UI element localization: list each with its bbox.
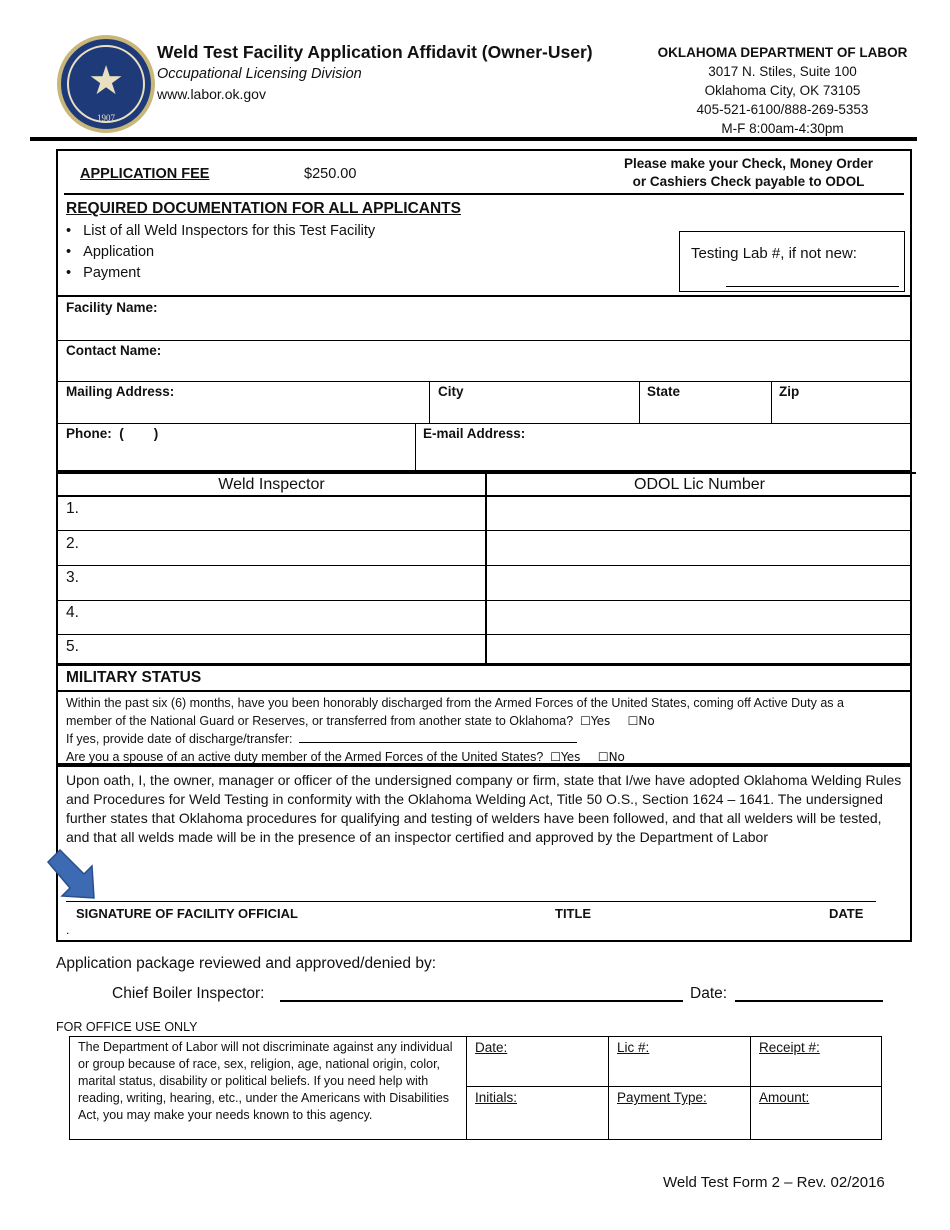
office-use-heading: FOR OFFICE USE ONLY xyxy=(56,1020,198,1034)
inspector-row-3: 3. xyxy=(66,569,79,586)
military-status-box xyxy=(56,664,912,765)
q1-yes-checkbox[interactable]: ☐Yes xyxy=(580,714,611,728)
office-lic-cell[interactable] xyxy=(609,1037,751,1087)
office-initials-cell[interactable] xyxy=(467,1087,609,1140)
row-divider xyxy=(58,423,910,424)
city-label: City xyxy=(438,384,464,399)
list-item: • List of all Weld Inspectors for this Test Facility xyxy=(66,223,376,239)
col-divider xyxy=(429,381,430,423)
discharge-date-field[interactable] xyxy=(299,730,577,743)
military-q1-line1: Within the past six (6) months, have you been honorably discharged from the Armed Forces of the United States, coming off Active Duty as a xyxy=(66,696,844,710)
oath-box xyxy=(56,765,912,942)
zip-label: Zip xyxy=(779,384,800,399)
star-icon: ★ xyxy=(88,59,124,103)
signature-line[interactable] xyxy=(66,901,876,902)
office-date-cell[interactable] xyxy=(467,1037,609,1087)
list-item: • Payment xyxy=(66,265,141,281)
title-label: TITLE xyxy=(555,906,592,921)
contact-name-label: Contact Name: xyxy=(66,343,162,358)
division-name: Occupational Licensing Division xyxy=(157,66,362,82)
military-divider xyxy=(58,690,912,692)
agency-block xyxy=(650,43,915,138)
website: www.labor.ok.gov xyxy=(157,86,266,102)
form-title: Weld Test Facility Application Affidavit (Owner-User) xyxy=(157,42,593,62)
q1-no-checkbox[interactable]: ☐No xyxy=(627,714,655,728)
inspector-row-5: 5. xyxy=(66,638,79,655)
payable-line2: or Cashiers Check payable to ODOL xyxy=(632,174,865,189)
required-docs-heading: REQUIRED DOCUMENTATION FOR ALL APPLICANTS xyxy=(66,200,461,217)
testing-lab-box xyxy=(679,231,905,292)
office-use-table xyxy=(69,1036,882,1140)
review-line: Application package reviewed and approved/denied by: xyxy=(56,955,437,972)
nondiscrimination-notice: The Department of Labor will not discriminate against any individual or group because of race, sex, religion, age, national origin, color, marital status, disability or political beliefs. If you need help with reading, writing, hearing, etc., under the Americans with Disabilities Act, you may make your needs known to this agency. xyxy=(70,1037,467,1140)
discharge-line: If yes, provide date of discharge/transfer: xyxy=(66,730,906,748)
testing-lab-label: Testing Lab #, if not new: xyxy=(691,245,857,262)
application-fee-amount: $250.00 xyxy=(304,166,357,182)
fee-divider xyxy=(64,193,904,195)
signature-label: SIGNATURE OF FACILITY OFFICIAL xyxy=(76,906,298,921)
facility-name-field[interactable] xyxy=(218,301,898,337)
office-receipt-cell[interactable] xyxy=(751,1037,882,1087)
date-label: DATE xyxy=(829,906,864,921)
q2-no-checkbox[interactable]: ☐No xyxy=(597,750,625,764)
seal-year: 1907 xyxy=(97,113,115,123)
inspector-row-1: 1. xyxy=(66,500,79,517)
testing-lab-field[interactable] xyxy=(726,286,899,287)
office-amount-label: Amount: xyxy=(759,1090,810,1105)
col-divider xyxy=(771,381,772,423)
signature-arrow-icon xyxy=(44,846,100,902)
inspector-row-2: 2. xyxy=(66,535,79,552)
list-item: • Application xyxy=(66,244,155,260)
office-payment-type-label: Payment Type: xyxy=(617,1090,707,1105)
agency-address1: 3017 N. Stiles, Suite 100 xyxy=(708,64,857,79)
col-divider xyxy=(639,381,640,423)
office-date-label: Date: xyxy=(475,1040,508,1055)
weld-inspector-header: Weld Inspector xyxy=(218,476,325,493)
office-lic-label: Lic #: xyxy=(617,1040,650,1055)
chief-inspector-label: Chief Boiler Inspector: xyxy=(112,985,265,1002)
inspector-table xyxy=(56,472,912,665)
mailing-address-label: Mailing Address: xyxy=(66,384,175,399)
header-divider xyxy=(30,137,917,141)
form-footer: Weld Test Form 2 – Rev. 02/2016 xyxy=(663,1174,885,1191)
office-receipt-label: Receipt #: xyxy=(759,1040,820,1055)
application-info-box xyxy=(56,149,912,472)
payable-note xyxy=(606,155,891,191)
phone-label: Phone: ( ) xyxy=(66,426,159,441)
row-divider xyxy=(58,530,912,531)
review-date-label: Date: xyxy=(690,985,728,1002)
application-fee-label: APPLICATION FEE xyxy=(80,166,210,182)
docs-divider xyxy=(58,295,910,297)
state-label: State xyxy=(647,384,681,399)
agency-name: OKLAHOMA DEPARTMENT OF LABOR xyxy=(657,45,908,60)
payable-line1: Please make your Check, Money Order xyxy=(623,156,874,171)
state-seal-logo xyxy=(57,35,155,133)
agency-phone: 405-521-6100/888-269-5353 xyxy=(696,102,869,117)
agency-address2: Oklahoma City, OK 73105 xyxy=(704,83,861,98)
row-divider xyxy=(58,381,910,382)
office-payment-type-cell[interactable] xyxy=(609,1087,751,1140)
office-amount-cell[interactable] xyxy=(751,1087,882,1140)
military-questions xyxy=(66,694,906,766)
oath-text: Upon oath, I, the owner, manager or officer of the undersigned company or firm, state that I/we have adopted Oklahoma Welding Rules and Procedures for Weld Testing in conformity with the Oklahoma Welding Act, Title 50 O.S., Section 1624 – 1641. The undersigned further states that Oklahoma procedures for qualifying and testing of welders have been followed, and that all welders will be tested, and that all welds made will be in the presence of an inspector certified and approved by the Department of Labor xyxy=(66,772,902,845)
chief-inspector-field[interactable] xyxy=(280,1000,683,1002)
review-date-field[interactable] xyxy=(735,1000,883,1002)
office-initials-label: Initials: xyxy=(475,1090,518,1105)
odol-lic-header: ODOL Lic Number xyxy=(634,476,765,493)
inspector-row-4: 4. xyxy=(66,604,79,621)
agency-hours: M-F 8:00am-4:30pm xyxy=(721,121,844,136)
military-q2: Are you a spouse of an active duty member of the Armed Forces of the United States? ☐Yes ☐No xyxy=(66,750,625,764)
stray-dot: . xyxy=(66,923,70,937)
military-q1-line2: member of the National Guard or Reserves, or transferred from another state to Oklahoma? ☐Yes ☐No xyxy=(66,714,655,728)
row-divider xyxy=(58,340,910,341)
email-label: E-mail Address: xyxy=(423,426,526,441)
military-heading: MILITARY STATUS xyxy=(66,669,202,686)
row-divider xyxy=(58,600,912,601)
table-header-divider xyxy=(58,495,912,497)
col-divider xyxy=(415,423,416,472)
facility-name-label: Facility Name: xyxy=(66,300,158,315)
row-divider xyxy=(58,565,912,566)
q2-yes-checkbox[interactable]: ☐Yes xyxy=(550,750,581,764)
row-divider xyxy=(58,634,912,635)
required-docs-list xyxy=(66,221,375,284)
contact-name-field[interactable] xyxy=(218,343,898,379)
